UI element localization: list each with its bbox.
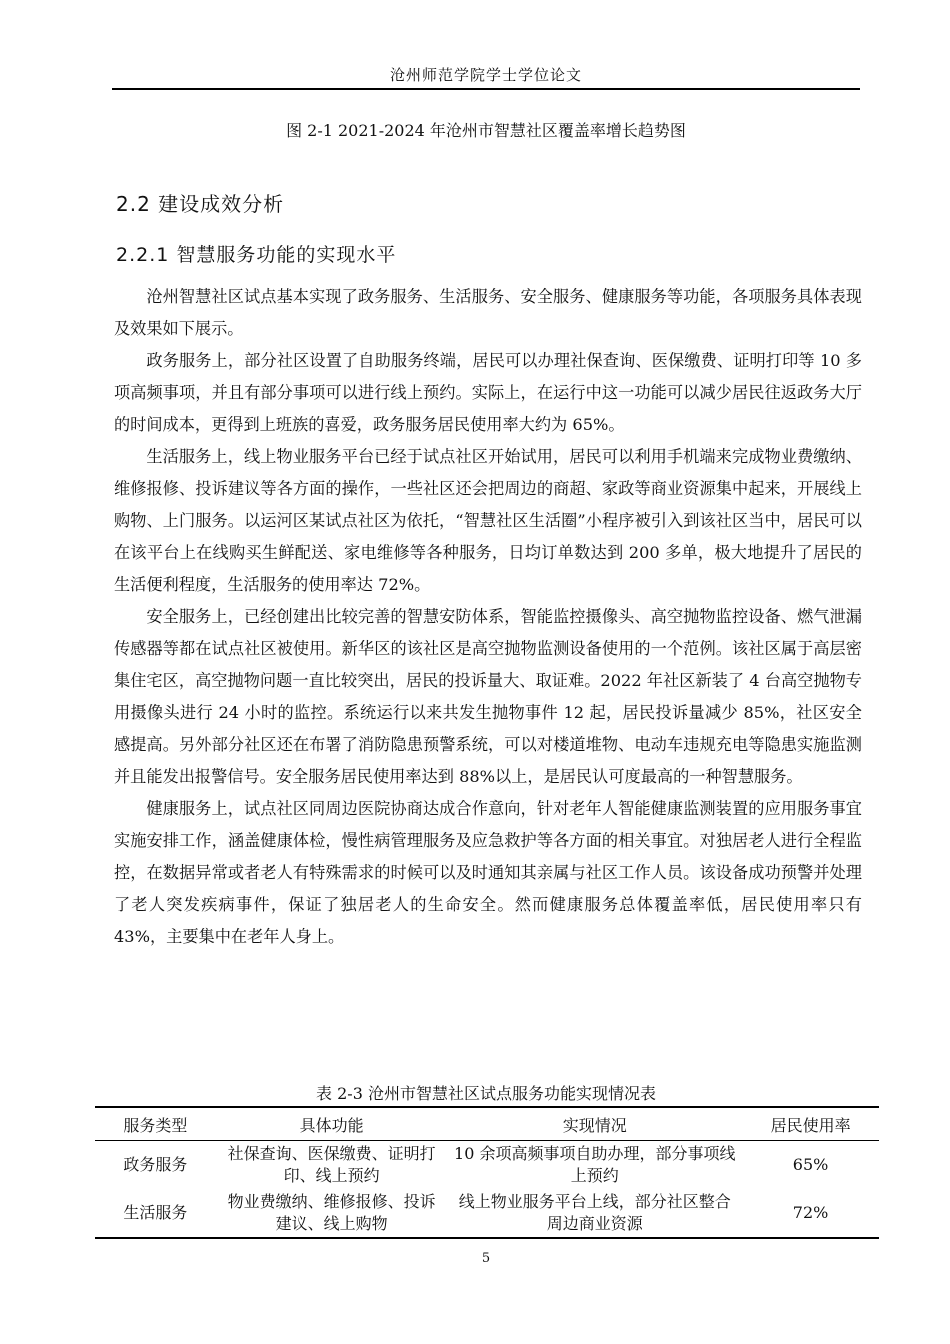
service-function-table [95, 1106, 879, 1239]
cell-specific-function: 物业费缴纳、维修报修、投诉建议、线上购物 [227, 1192, 436, 1233]
body-text [114, 281, 862, 953]
page-number: 5 [481, 1251, 491, 1266]
table-row [95, 1141, 879, 1190]
table-caption: 表 2-3 沧州市智慧社区试点服务功能实现情况表 [316, 1084, 656, 1103]
paragraph-government-service: 政务服务上，部分社区设置了自助服务终端，居民可以办理社保查询、医保缴费、证明打印等 10 多项高频事项，并且有部分事项可以进行线上预约。实际上，在运行中这一功能可以减少居民往返政务大厅的时间成本，更得到上班族的喜爱，政务服务居民使用率大约为 65%。 [114, 351, 862, 434]
paragraph-intro: 沧州智慧社区试点基本实现了政务服务、生活服务、安全服务、健康服务等功能，各项服务具体表现及效果如下展示。 [114, 287, 862, 338]
paragraph-security-service: 安全服务上，已经创建出比较完善的智慧安防体系，智能监控摄像头、高空抛物监控设备、燃气泄漏传感器等都在试点社区被使用。新华区的该社区是高空抛物监测设备使用的一个范例。该社区属于高层密集住宅区，高空抛物问题一直比较突出，居民的投诉量大、取证难。2022 年社区新装了 4 台高空抛物专用摄像头进行 24 小时的监控。系统运行以来共发生抛物事件 12 起，居民投诉量减少 85%，社区安全感提高。另外部分社区还在布署了消防隐患预警系统，可以对楼道堆物、电动车违规充电等隐患实施监测并且能发出报警信号。安全服务居民使用率达到 88%以上，是居民认可度最高的一种智慧服务。 [114, 607, 862, 786]
paragraph-life-service: 生活服务上，线上物业服务平台已经于试点社区开始试用，居民可以利用手机端来完成物业费缴纳、维修报修、投诉建议等各方面的操作，一些社区还会把周边的商超、家政等商业资源集中起来，开展线上购物、上门服务。以运河区某试点社区为依托，“智慧社区生活圈”小程序被引入到该社区当中，居民可以在该平台上在线购买生鲜配送、家电维修等各种服务，日均订单数达到 200 多单，极大地提升了居民的生活便利程度，生活服务的使用率达 72%。 [114, 447, 862, 594]
header-usage-rate: 居民使用率 [770, 1115, 851, 1135]
cell-implementation: 线上物业服务平台上线，部分社区整合周边商业资源 [458, 1192, 731, 1233]
figure-caption: 图 2-1 2021-2024 年沧州市智慧社区覆盖率增长趋势图 [286, 121, 686, 140]
subsection-heading: 2.2.1 智慧服务功能的实现水平 [116, 244, 397, 266]
table-row [95, 1189, 879, 1238]
table-header-row [95, 1107, 879, 1141]
cell-usage-rate: 72% [792, 1203, 829, 1222]
running-header: 沧州师范学院学士学位论文 [389, 66, 582, 84]
header-service-type: 服务类型 [123, 1115, 188, 1135]
cell-specific-function: 社保查询、医保缴费、证明打印、线上预约 [227, 1144, 436, 1185]
cell-implementation: 10 余项高频事项自助办理，部分事项线上预约 [454, 1144, 736, 1185]
header-specific-function: 具体功能 [299, 1115, 364, 1135]
section-heading: 2.2 建设成效分析 [116, 192, 285, 216]
header-rule [112, 88, 860, 90]
cell-service-type: 政务服务 [123, 1155, 188, 1174]
cell-service-type: 生活服务 [123, 1203, 188, 1222]
cell-usage-rate: 65% [792, 1155, 829, 1174]
paragraph-health-service: 健康服务上，试点社区同周边医院协商达成合作意向，针对老年人智能健康监测装置的应用服务事宜实施安排工作，涵盖健康体检，慢性病管理服务及应急救护等各方面的相关事宜。对独居老人进行全程监控，在数据异常或者老人有特殊需求的时候可以及时通知其亲属与社区工作人员。该设备成功预警并处理了老人突发疾病事件，保证了独居老人的生命安全。然而健康服务总体覆盖率低，居民使用率只有 43%，主要集中在老年人身上。 [114, 799, 862, 946]
header-implementation: 实现情况 [562, 1115, 627, 1135]
